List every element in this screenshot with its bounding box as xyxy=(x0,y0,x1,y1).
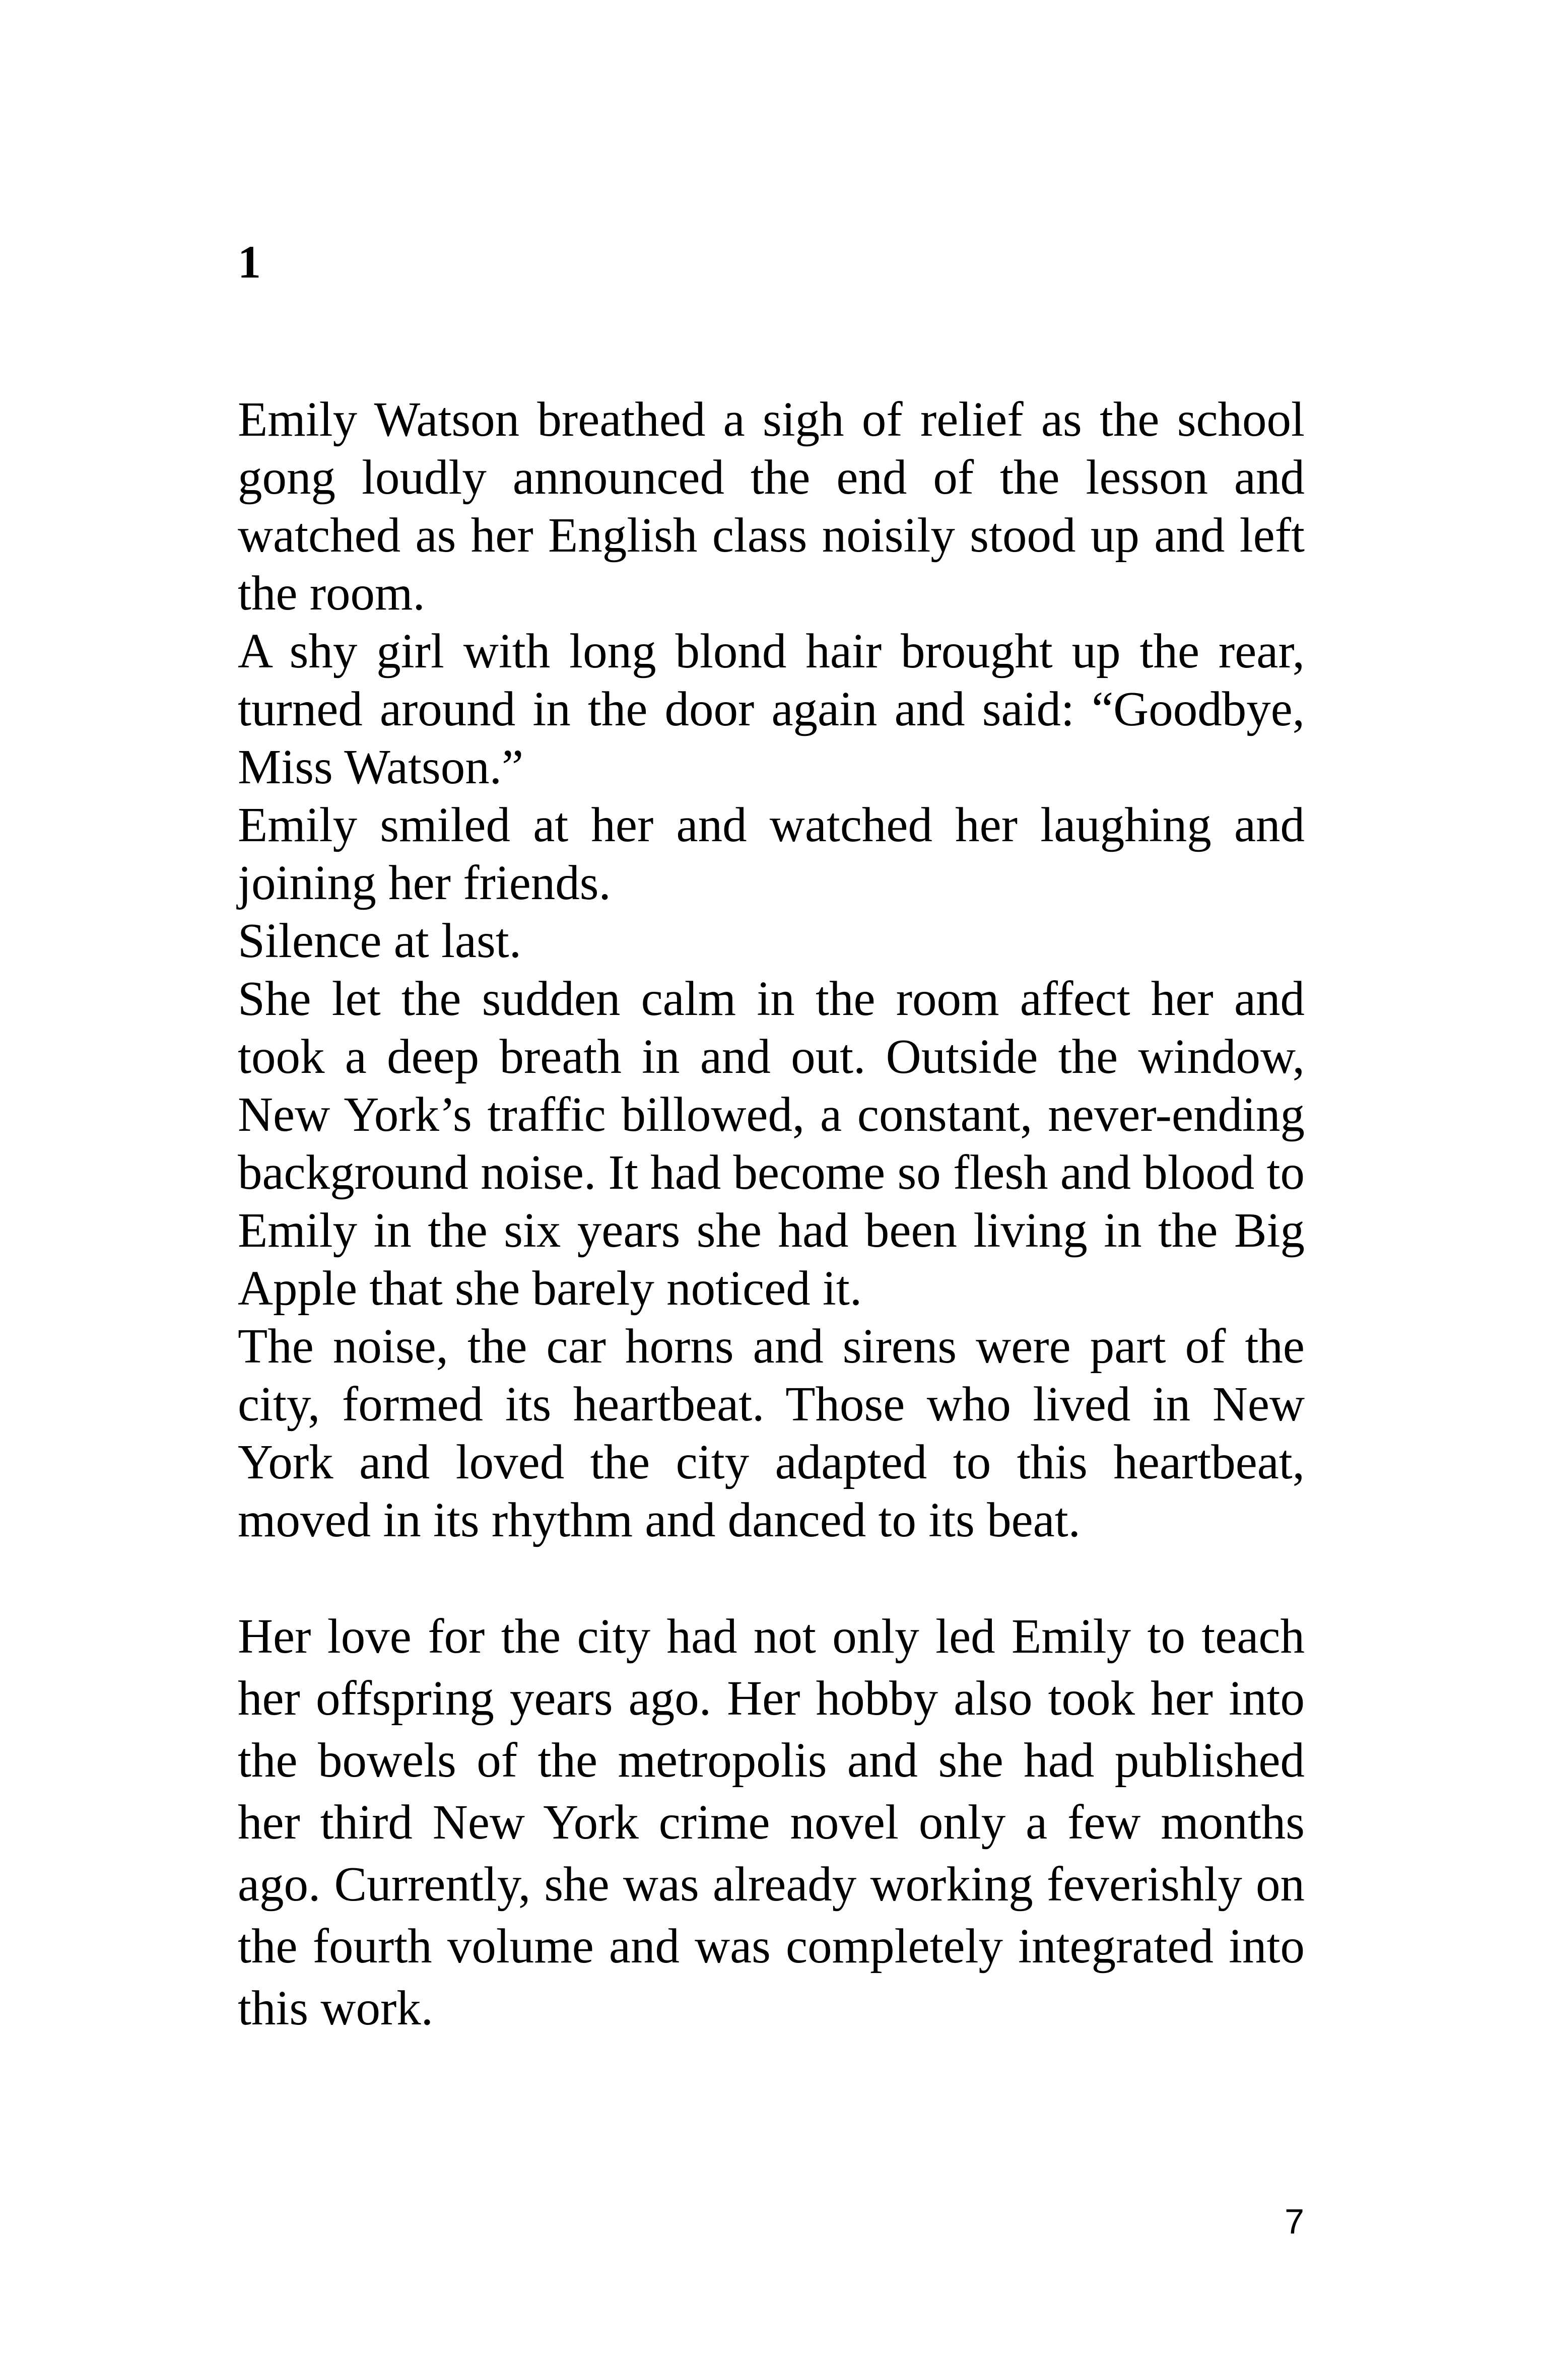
paragraph: Silence at last. xyxy=(238,914,521,968)
paragraph: The noise, the car horns and sirens were part of the city, formed its heartbeat. Those who lived in New York and loved the city adapted to this heartbeat, moved in its rhythm and danced to its beat. xyxy=(238,1319,1305,1547)
paragraph: She let the sudden calm in the room affect her and took a deep breath in and out. Outside the window, New York’s traffic billowed, a constant, never-ending background noise. It had become so flesh and blood to Emily in the six years she had been living in the Big Apple that she barely noticed it. xyxy=(238,972,1305,1315)
paragraph: Her love for the city had not only led Emily to teach her offspring years ago. Her hobby also took her into the bowels of the metropolis and she had published her third New York crime novel only a few months ago. Currently, she was already working feverishly on the fourth volume and was completely integrated into this work. xyxy=(238,1609,1305,2035)
page-number: 7 xyxy=(1285,2202,1304,2241)
paragraph: Emily Watson breathed a sigh of relief as the school gong loudly announced the end of the lesson and watched as her English class noisily stood up and left the room. xyxy=(238,392,1305,620)
paragraph: A shy girl with long blond hair brought up the rear, turned around in the door again and said: “Goodbye, Miss Watson.” xyxy=(238,624,1305,794)
text-section-1 xyxy=(238,390,1305,1549)
paragraph: Emily smiled at her and watched her laughing and joining her friends. xyxy=(238,798,1305,910)
text-section-2 xyxy=(238,1605,1305,2039)
chapter-number: 1 xyxy=(238,236,261,288)
